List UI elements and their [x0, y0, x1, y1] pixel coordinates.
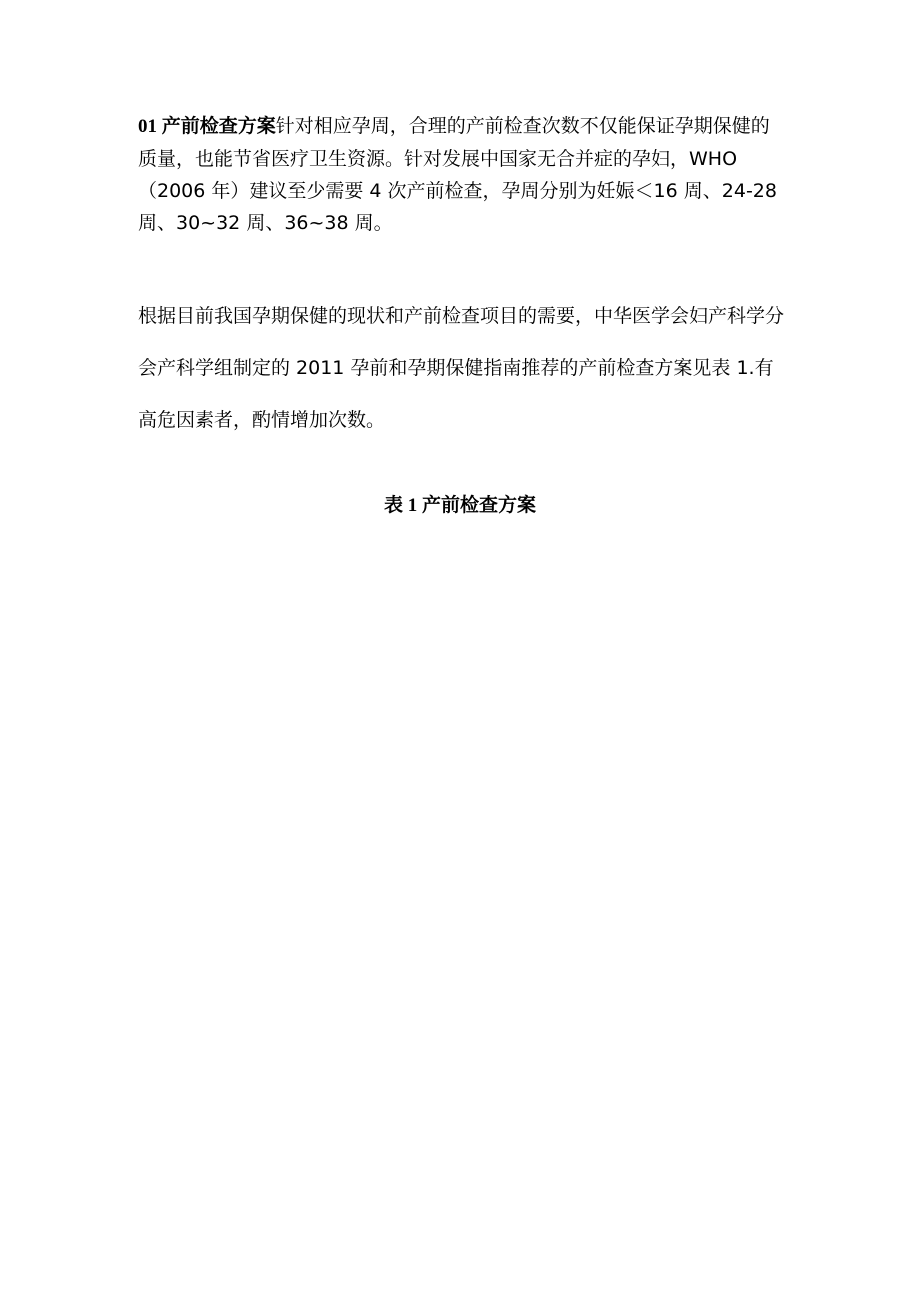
intro-paragraph-body: 针对相应孕周，合理的产前检查次数不仅能保证孕期保健的质量，也能节省医疗卫生资源。针对发展中国家无合并症的孕妇，WHO（2006 年）建议至少需要 4 次产前检查，孕周分别为妊娠＜16 周、24-28 周、30~32 周、36~38 周。 [138, 115, 777, 234]
section-heading: 01 产前检查方案 [138, 116, 276, 137]
guideline-paragraph: 根据目前我国孕期保健的现状和产前检查项目的需要，中华医学会妇产科学分会产科学组制定的 2011 孕前和孕期保健指南推荐的产前检查方案见表 1.有高危因素者，酌情增加次数。 [138, 305, 785, 431]
table-caption: 表 1 产前检查方案 [383, 495, 536, 516]
intro-paragraph [138, 110, 778, 239]
